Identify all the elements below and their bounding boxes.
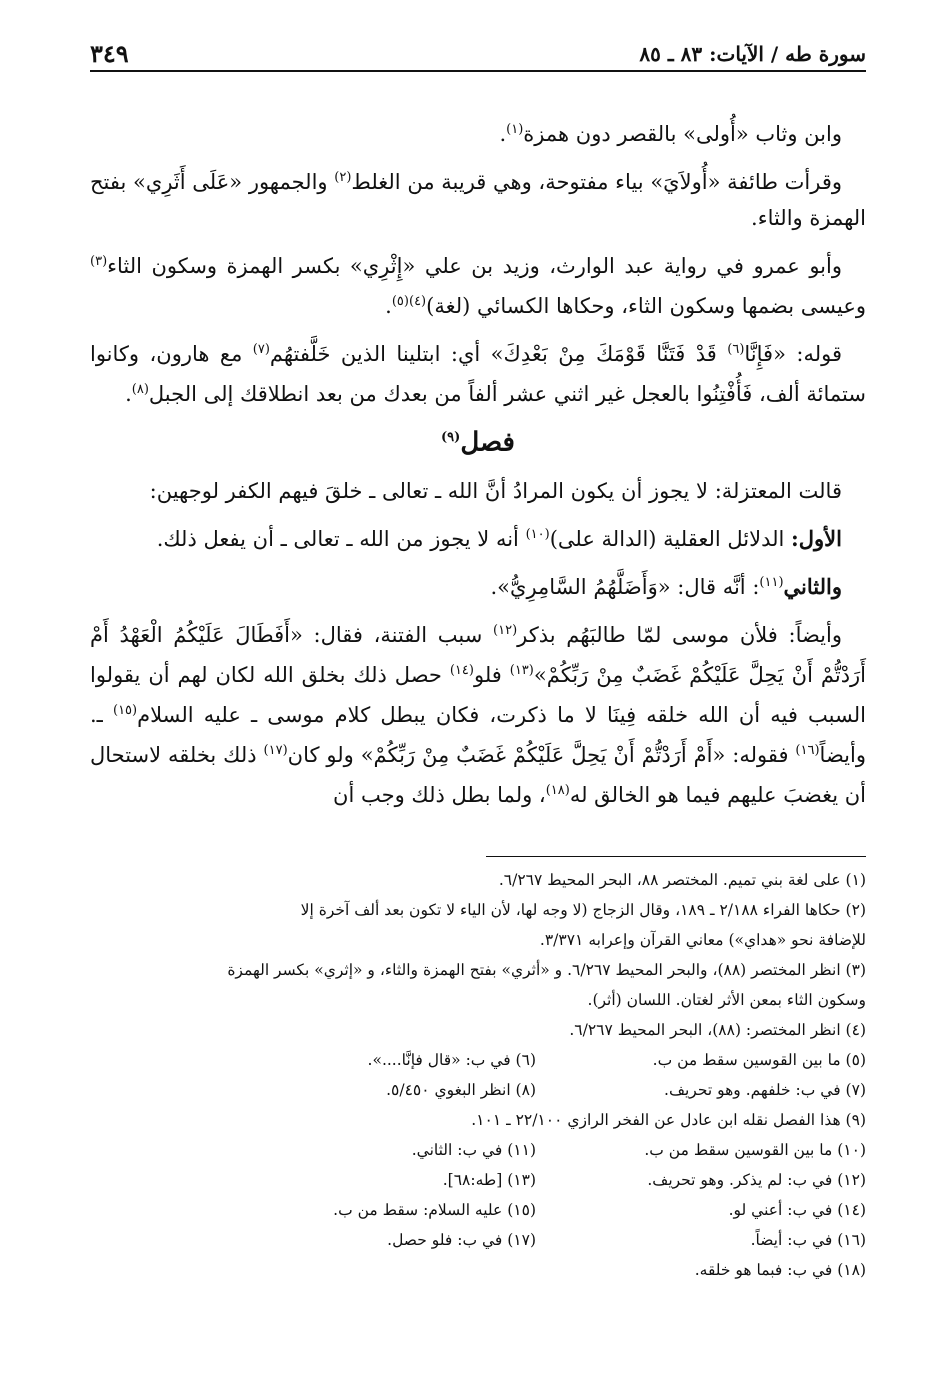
footnote-1: (١) على لغة بني تميم. المختصر ٨٨، البحر المحيط ٦/٢٦٧. [498,871,866,889]
footnote-ref: (١٥) [112,702,138,718]
text-span: وأيضاً: فلأن موسى لمّا طالبَهُم بذكر [517,622,843,647]
lead-word: والثاني [783,573,842,599]
footnote-9: (٩) هذا الفصل نقله ابن عادل عن الفخر الرازي ٢٢/١٠٠ ـ ١٠١. [471,1111,866,1129]
footnote-ref: (٩) [441,430,461,445]
paragraph-6 [90,517,866,557]
text-span: وقرأت طائفة «أُولاَيَ» بياء مفتوحة، وهي قريبة من الغلط [351,170,843,194]
footnote-11: (١١) في ب: الثاني. [411,1141,536,1159]
footnote-3: (٣) انظر المختصر (٨٨)، والبحر المحيط ٦/٢٦٧. و «أثري» بفتح الهمزة والثاء، و «إثري» بكسر الهمزة [227,961,866,979]
footnote-ref: (١٧) [263,742,288,758]
footnote-4: (٤) انظر المختصر: (٨٨)، البحر المحيط ٦/٢٦٧. [569,1021,866,1039]
footnote-ref: (١١) [759,574,784,590]
footnote-row-5-6 [60,1045,866,1075]
footnote-ref: (١٦) [795,742,820,758]
footnote-8: (٨) انظر البغوي ٥/٤٥٠. [386,1081,536,1099]
surah-title: سورة طه / الآيات: ٨٣ ـ ٨٥ [639,42,866,66]
page-number: ٣٤٩ [90,39,129,68]
text-span: وأبو عمرو في رواية عبد الوارث، وزيد بن علي «إِثْرِي» بكسر الهمزة وسكون الثاء [107,254,842,278]
text-span: مع هارون، وكانوا ستمائة ألف، فَأُفْتِنُوا بالعجل غير اثني عشر ألفاً من بعدك من بعد انطلاقك إلى الجبل [90,342,866,406]
text-span: . [499,122,507,146]
paragraph-1 [90,112,866,152]
footnote-15: (١٥) عليه السلام: سقط من ب. [333,1201,536,1219]
paragraph-7 [90,565,866,605]
footnote-row-10-11 [60,1135,866,1165]
footnote-10: (١٠) ما بين القوسين سقط من ب. [644,1141,866,1159]
footnote-row-7-8 [60,1075,866,1105]
footnote-2: (٢) حكاها الفراء ٢/١٨٨ ـ ١٨٩، وقال الزجاج (لا وجه لها، لأن الياء لا تكون بعد ألف آخرة إلا [300,901,866,919]
text-span: . [385,294,392,318]
text-span: قوله: «فَإِنَّا [744,342,842,366]
footnote-ref: (١٨) [545,782,570,798]
footnote-6: (٦) في ب: «قال فإنَّا....». [367,1051,536,1069]
text-span: . [125,382,132,406]
section-title: فصل [460,427,515,458]
footnote-12: (١٢) في ب: لم يذكر. وهو تحريف. [647,1171,866,1189]
footnote-ref: (٣) [90,254,108,269]
footnote-row-14-15 [60,1195,866,1225]
text-span: سبب الفتنة، فقال: «أَفَطَالَ عَلَيْكُمُ الْعَهْدُ أَمْ أَرَدْتُّمْ أَنْ يَحِلَّ عَلَيْكُمْ غَضَبٌ مِنْ رَبِّكُمْ» [90,622,867,687]
footnote-row-16-17 [60,1225,866,1255]
footnotes [60,856,866,1285]
main-text [90,112,866,813]
text-span: فقوله: «أَمْ أَرَدْتُّمْ أَنْ يَحِلَّ عَلَيْكُمْ غَضَبٌ مِنْ رَبِّكُمْ» ولو كان [287,742,796,767]
footnote-18: (١٨) في ب: فبما هو خلقه. [694,1261,866,1279]
text-span: قَدْ فَتَنَّا قَوْمَكَ مِنْ بَعْدِكَ» أي: ابتلينا الذين خَلَّفتهُم [269,342,728,366]
footnote-2-continued: للإضافة نحو «هداي») معاني القرآن وإعرابه ٣/٣٧١. [539,931,866,949]
footnote-3-continued: وسكون الثاء بمعن الأثر لغتان. اللسان (أثر). [587,991,866,1009]
footnote-13: (١٣) [طه:٦٨]. [442,1171,536,1189]
footnote-divider [486,856,866,857]
text-span: : أنَّه قال: «وَأَضَلَّهُمُ السَّامِرِيُّ». [490,574,760,599]
footnote-17: (١٧) في ب: فلو حصل. [387,1231,536,1249]
text-span: ذلك بخلقه لاستحال أن يغضبَ عليهم فيما هو الخالق له [90,742,866,807]
paragraph-2 [90,160,866,236]
text-span: أنه لا يجوز من الله ـ تعالى ـ أن يفعل ذلك. [156,526,526,551]
text-span: وعيسى بضمها وسكون الثاء، وحكاها الكسائي (لغة) [426,294,866,318]
footnote-7: (٧) في ب: خلفهم. وهو تحريف. [664,1081,866,1099]
running-header [90,30,866,72]
footnote-ref: (٨) [131,382,149,397]
text-span: وابن وثاب «أُولى» بالقصر دون همزة [523,122,842,146]
paragraph-8 [90,613,866,813]
footnote-ref: (٦) [727,342,745,357]
footnote-ref: (١٢) [493,622,518,638]
footnote-row-12-13 [60,1165,866,1195]
paragraph-5: قالت المعتزلة: لا يجوز أن يكون المرادُ أنَّ الله ـ تعالى ـ خلقَ فيهم الكفر لوجهين: [149,478,842,503]
footnote-16: (١٦) في ب: أيضاً. [750,1231,866,1249]
section-heading [90,420,866,461]
paragraph-4 [90,332,866,412]
footnote-ref: (١) [506,122,524,137]
footnote-ref: (٧) [252,342,270,357]
footnote-ref: (١٣) [509,662,534,678]
text-span: ـ. وأيضاً [90,702,866,767]
lead-word: الأول: [791,525,842,551]
footnote-14: (١٤) في ب: أعني لو. [728,1201,866,1219]
paragraph-3 [90,244,866,324]
footnote-ref: (٢) [334,170,352,185]
footnote-ref: (٤)(٥) [391,294,427,309]
text-span: ، ولما بطل ذلك وجب أن [333,782,546,807]
text-span: حصل ذلك بخلق الله لكان لهم أن يقولوا السبب فيه أن الله خلقه فِينَا لا ما ذكرت، فكان يبطل كلام موسى ـ عليه السلام [90,662,866,727]
footnote-ref: (١٠) [525,526,550,542]
footnote-5: (٥) ما بين القوسين سقط من ب. [652,1051,866,1069]
text-span: فلو [473,662,510,687]
text-span: الدلائل العقلية (الدالة على) [549,526,792,551]
footnote-ref: (١٤) [449,662,474,678]
text-span: والجمهور «عَلَى أَثَرِي» بفتح الهمزة والثاء. [90,170,866,230]
